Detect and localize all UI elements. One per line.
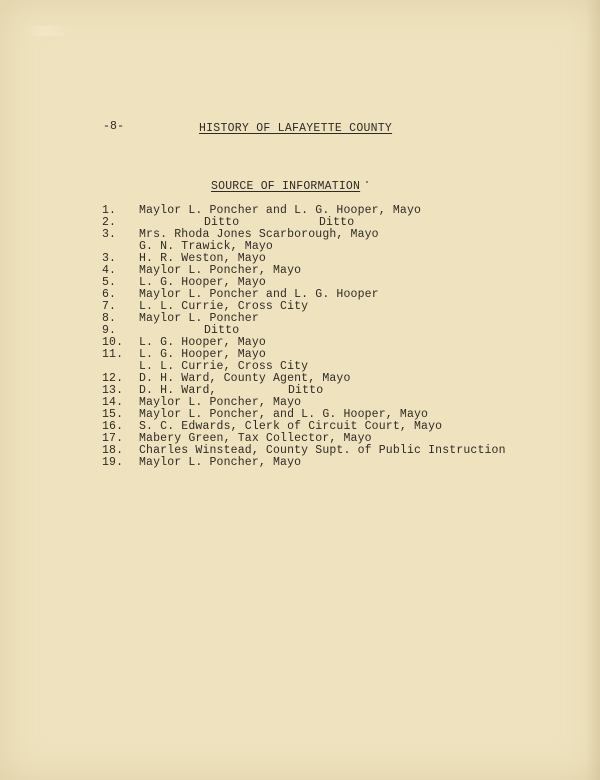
entry-number: 17.	[102, 432, 124, 445]
entry-text: S. C. Edwards, Clerk of Circuit Court, Mayo	[139, 420, 443, 433]
document-title: HISTORY OF LAFAYETTE COUNTY	[199, 122, 393, 135]
entry-number: 3.	[102, 252, 117, 265]
entry-number: 6.	[102, 288, 117, 301]
entry-text: D. H. Ward, County Agent, Mayo	[139, 372, 351, 385]
entry-text: Ditto	[204, 324, 240, 337]
entry-number: 14.	[102, 396, 124, 409]
paper-smudge	[24, 26, 68, 36]
entry-number: 8.	[102, 312, 117, 325]
entry-text: Maylor L. Poncher and L. G. Hooper, Mayo	[139, 204, 422, 217]
source-entry-11	[0, 337, 600, 349]
entry-text: Charles Winstead, County Supt. of Public Instruction	[139, 444, 506, 457]
entry-text: Maylor L. Poncher, Mayo	[139, 456, 302, 469]
source-entry-3	[0, 229, 600, 241]
entry-number: 7.	[102, 300, 117, 313]
entry-number: 11.	[102, 348, 124, 361]
source-entry-9	[0, 313, 600, 325]
entry-number: 9.	[102, 324, 117, 337]
entry-text: L. G. Hooper, Mayo	[139, 276, 266, 289]
source-entry-continuation-1	[0, 241, 600, 253]
entry-text: Maylor L. Poncher	[139, 312, 259, 325]
entry-text: Maylor L. Poncher, Mayo	[139, 264, 302, 277]
entry-text: Maylor L. Poncher, and L. G. Hooper, Mayo	[139, 408, 429, 421]
entry-text: L. L. Currie, Cross City	[139, 300, 309, 313]
entry-number: 2.	[102, 216, 117, 229]
entry-text: L. L. Currie, Cross City	[139, 360, 309, 373]
source-entry-5	[0, 265, 600, 277]
entry-number: 1.	[102, 204, 117, 217]
source-entry-20	[0, 457, 600, 469]
entry-number: 19.	[102, 456, 124, 469]
entry-text: L. G. Hooper, Mayo	[139, 336, 266, 349]
entry-extra-text: Ditto	[288, 384, 324, 397]
section-title: SOURCE OF INFORMATION	[211, 180, 361, 193]
entry-text: D. H. Ward,	[139, 384, 217, 397]
entry-text: Mabery Green, Tax Collector, Mayo	[139, 432, 372, 445]
entry-number: 13.	[102, 384, 124, 397]
page-number: -8-	[103, 120, 125, 133]
source-entry-1	[0, 205, 600, 217]
entry-text: G. N. Trawick, Mayo	[139, 240, 273, 253]
entry-number: 5.	[102, 276, 117, 289]
entry-number: 3.	[102, 228, 117, 241]
entry-number: 10.	[102, 336, 124, 349]
entry-number: 18.	[102, 444, 124, 457]
entry-extra-text: Ditto	[319, 216, 355, 229]
entry-text: Maylor L. Poncher, Mayo	[139, 396, 302, 409]
entry-text: Ditto	[204, 216, 240, 229]
source-entry-8	[0, 301, 600, 313]
entry-number: 12.	[102, 372, 124, 385]
source-entry-10	[0, 325, 600, 337]
entry-text: L. G. Hooper, Mayo	[139, 348, 266, 361]
pencil-mark	[366, 181, 368, 183]
entry-number: 4.	[102, 264, 117, 277]
entry-text: Mrs. Rhoda Jones Scarborough, Mayo	[139, 228, 379, 241]
entry-number: 15.	[102, 408, 124, 421]
entry-number: 16.	[102, 420, 124, 433]
entry-text: Maylor L. Poncher and L. G. Hooper	[139, 288, 379, 301]
entry-text: H. R. Weston, Mayo	[139, 252, 266, 265]
